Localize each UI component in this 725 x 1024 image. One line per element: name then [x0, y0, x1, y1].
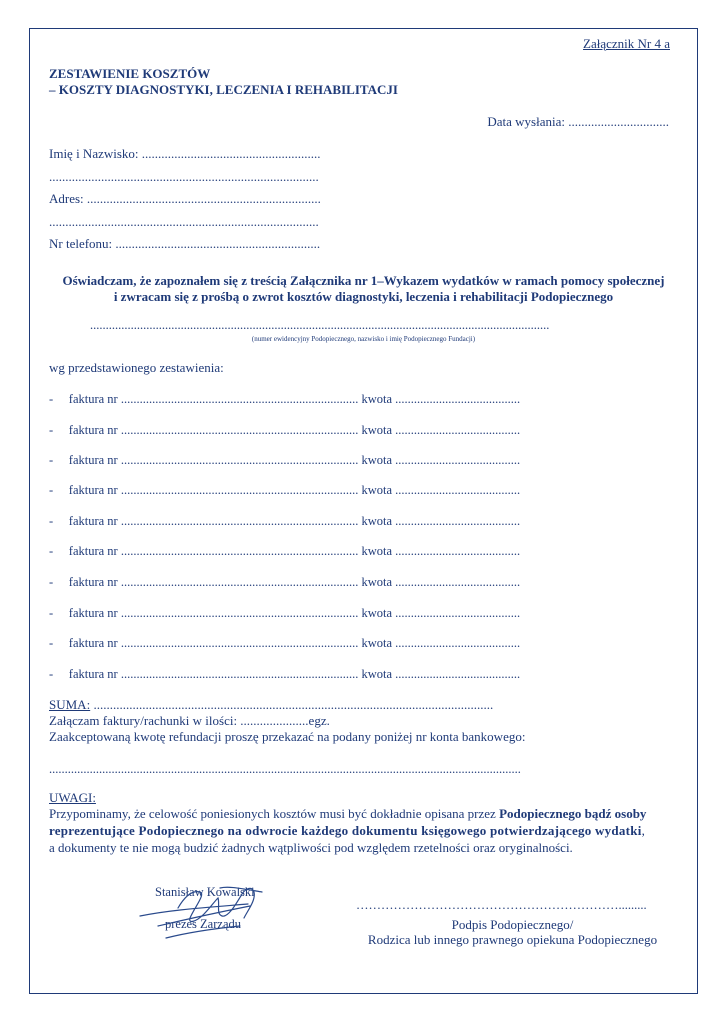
chairman-name: Stanisław Kowalski — [155, 885, 255, 899]
guardian-signature-line[interactable]: ………………………………………………………......... — [356, 898, 647, 912]
invoice-row[interactable]: - faktura nr ............................................................................ kwota ........................................ — [49, 483, 521, 497]
invoice-row[interactable]: - faktura nr ............................................................................ kwota ........................................ — [49, 514, 521, 528]
invoice-row[interactable]: - faktura nr ............................................................................ kwota ........................................ — [49, 575, 521, 589]
invoice-row[interactable]: - faktura nr ............................................................................ kwota ........................................ — [49, 453, 521, 467]
sum-label: SUMA: — [49, 697, 91, 712]
handwritten-signature — [130, 868, 280, 943]
notes-line2 — [49, 823, 645, 839]
notes-line2-comma: , — [641, 823, 645, 838]
send-date-field[interactable]: Data wysłania: ............................... — [487, 114, 669, 129]
notes-line1-emphasis: Podopiecznego bądź osoby — [499, 806, 647, 821]
guardian-caption-line2: Rodzica lub innego prawnego opiekuna Podopiecznego — [367, 932, 658, 947]
statement-intro: wg przedstawionego zestawienia: — [49, 360, 224, 375]
annex-label: Załącznik Nr 4 a — [583, 36, 670, 51]
invoice-row[interactable]: - faktura nr ............................................................................ kwota ........................................ — [49, 636, 521, 650]
notes-line1-text: Przypominamy, że celowość poniesionych kosztów musi być dokładnie opisana przez — [49, 806, 500, 821]
invoice-row[interactable]: - faktura nr ............................................................................ kwota ........................................ — [49, 667, 521, 681]
form-title-line2: – KOSZTY DIAGNOSTYKI, LECZENIA I REHABILITACJI — [49, 82, 398, 97]
declaration-line1: Oświadczam, że zapoznałem się z treścią Załącznika nr 1–Wykazem wydatków w ramach pomocy społecznej — [62, 273, 665, 288]
invoice-row[interactable]: - faktura nr ............................................................................ kwota ........................................ — [49, 606, 521, 620]
address-field[interactable]: Adres: ........................................................................ — [49, 191, 321, 206]
beneficiary-line[interactable]: ................................................................................................................................................... — [90, 318, 550, 332]
bank-account-field[interactable]: ....................................................................................................................................................... — [49, 762, 521, 776]
name-field[interactable]: Imię i Nazwisko: ....................................................... — [49, 146, 321, 161]
notes-line1 — [49, 806, 646, 822]
name-field-continuation[interactable]: ................................................................................... — [49, 169, 319, 184]
beneficiary-caption: (numer ewidencyjny Podopiecznego, nazwisko i imię Podopiecznego Fundacji) — [251, 335, 476, 343]
notes-label: UWAGI: — [49, 790, 96, 805]
notes-line3: a dokumenty te nie mogą budzić żadnych wątpliwości pod względem rzetelności oraz oryginalności. — [49, 840, 573, 855]
form-title-line1: ZESTAWIENIE KOSZTÓW — [49, 66, 211, 81]
declaration-line2: i zwracam się z prośbą o zwrot kosztów diagnostyki, leczenia i rehabilitacji Podopiecznego — [113, 289, 614, 304]
invoice-row[interactable]: - faktura nr ............................................................................ kwota ........................................ — [49, 544, 521, 558]
transfer-request: Zaakceptowaną kwotę refundacji proszę przekazać na podany poniżej nr konta bankowego: — [49, 729, 526, 744]
guardian-caption-line1: Podpis Podopiecznego/ — [451, 917, 574, 932]
sum-dots: ........................................................................................................................... — [90, 697, 494, 712]
attachments-count-field[interactable]: Załączam faktury/rachunki w ilości: .....................egz. — [49, 713, 330, 728]
sum-field[interactable] — [49, 697, 493, 713]
chairman-role: prezes Zarządu — [165, 917, 241, 931]
phone-field[interactable]: Nr telefonu: ............................................................... — [49, 236, 321, 251]
invoice-row[interactable]: - faktura nr ............................................................................ kwota ........................................ — [49, 423, 521, 437]
notes-line2-emphasis: reprezentujące Podopiecznego na odwrocie każdego dokumentu księgowego potwierdzającego wydatki — [49, 823, 642, 838]
invoice-row[interactable]: - faktura nr ............................................................................ kwota ........................................ — [49, 392, 521, 406]
address-field-continuation[interactable]: ................................................................................... — [49, 214, 319, 229]
